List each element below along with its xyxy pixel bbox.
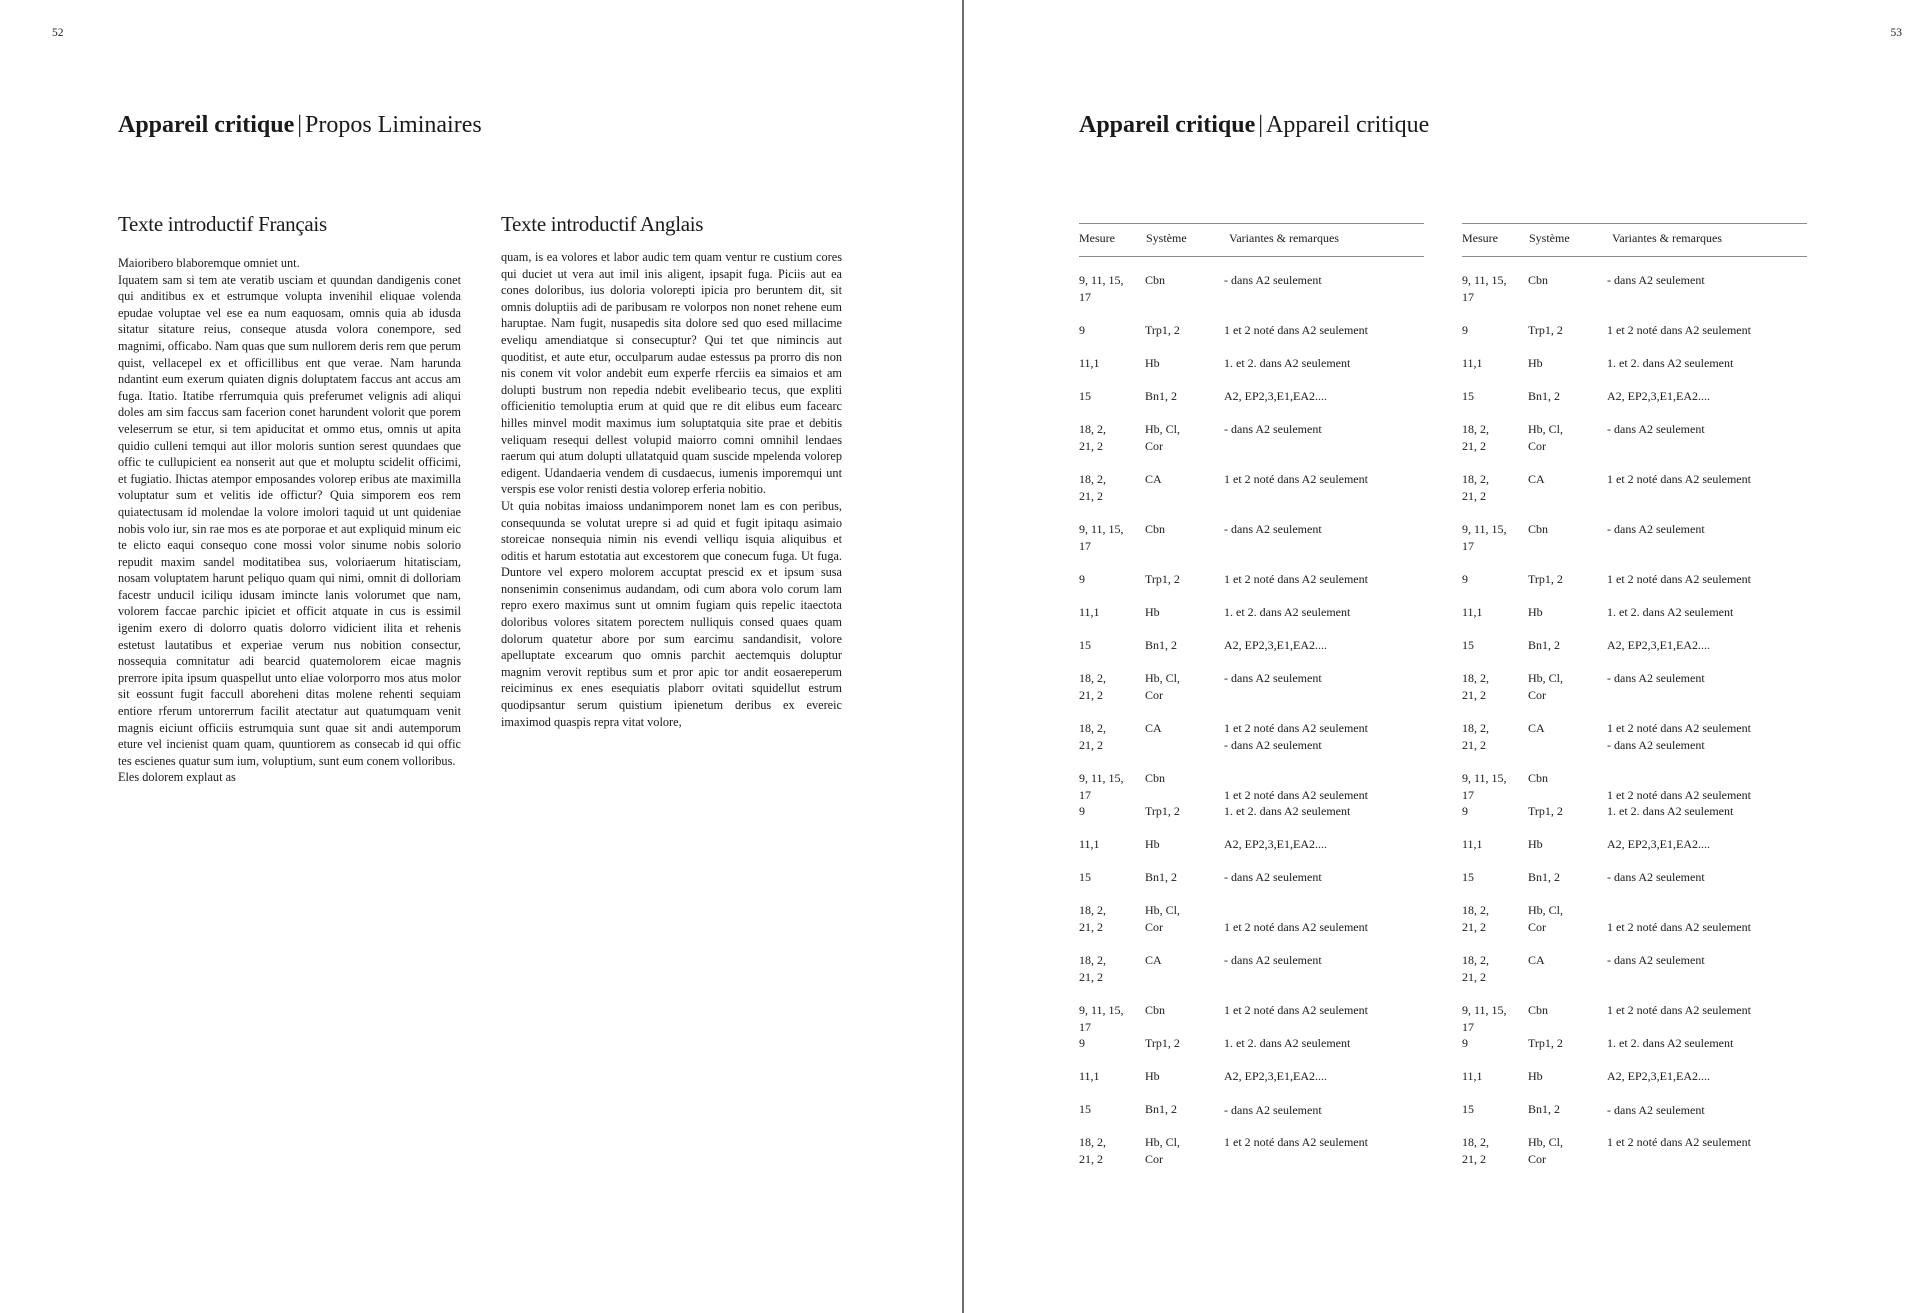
mesure-cell: 9, 11, 15, 17	[1462, 273, 1507, 304]
variantes-cell: - dans A2 seulement	[1607, 870, 1705, 884]
mesure-cell: 18, 2, 21, 2	[1079, 671, 1106, 702]
systeme-cell: Hb	[1528, 605, 1543, 619]
systeme-cell: Cbn	[1145, 1003, 1166, 1017]
mesure-cell: 18, 2, 21, 2	[1079, 903, 1106, 934]
mesure-cell: 9	[1079, 1036, 1085, 1050]
systeme-cell: Bn1, 2	[1145, 1102, 1178, 1116]
systeme-cell: Hb, Cl, Cor	[1145, 903, 1181, 934]
variantes-cell: 1. et 2. dans A2 seulement	[1224, 356, 1351, 370]
running-head	[1079, 112, 1429, 139]
variantes-cell: - dans A2 seulement	[1224, 422, 1322, 436]
variantes-cell: 1 et 2 noté dans A2 seulement	[1224, 787, 1368, 802]
variantes-cell: - dans A2 seulement	[1607, 422, 1705, 436]
systeme-cell: Trp1, 2	[1528, 804, 1563, 818]
systeme-cell: Bn1, 2	[1145, 638, 1178, 652]
running-head-section: Appareil critique	[1266, 112, 1430, 138]
systeme-cell: Hb, Cl, Cor	[1145, 422, 1181, 453]
variantes-cell: 1 et 2 noté dans A2 seulement	[1607, 787, 1751, 802]
variantes-cell: 1 et 2 noté dans A2 seulement	[1607, 1135, 1751, 1149]
variantes-cell: 1 et 2 noté dans A2 seulement	[1224, 1135, 1368, 1149]
systeme-cell: Bn1, 2	[1145, 870, 1178, 884]
mesure-cell: 18, 2, 21, 2	[1079, 721, 1106, 752]
mesure-cell: 18, 2, 21, 2	[1462, 422, 1489, 453]
mesure-cell: 11,1	[1462, 837, 1483, 851]
mesure-cell: 9, 11, 15, 17	[1079, 1003, 1124, 1034]
variantes-cell: 1 et 2 noté dans A2 seulement - dans A2 seulement	[1224, 721, 1368, 752]
systeme-cell: Trp1, 2	[1145, 572, 1180, 586]
mesure-cell: 11,1	[1462, 605, 1483, 619]
mesure-cell: 15	[1079, 870, 1091, 884]
systeme-cell: Cbn	[1145, 771, 1166, 785]
variantes-cell: A2, EP2,3,E1,EA2....	[1607, 837, 1710, 851]
systeme-cell: Bn1, 2	[1528, 389, 1561, 403]
systeme-cell: Hb	[1145, 837, 1160, 851]
systeme-cell: Bn1, 2	[1528, 638, 1561, 652]
systeme-cell: Cbn	[1528, 522, 1549, 536]
apparatus-table-body	[1079, 272, 1424, 1172]
variantes-cell: 1 et 2 noté dans A2 seulement	[1224, 323, 1368, 337]
systeme-cell: Hb, Cl, Cor	[1145, 1135, 1181, 1166]
mesure-cell: 11,1	[1079, 605, 1100, 619]
systeme-cell: Hb, Cl, Cor	[1145, 671, 1181, 702]
variantes-cell: - dans A2 seulement	[1224, 870, 1322, 884]
systeme-cell: Cbn	[1145, 522, 1166, 536]
mesure-cell: 11,1	[1462, 356, 1483, 370]
variantes-cell: A2, EP2,3,E1,EA2....	[1224, 638, 1327, 652]
systeme-cell: Hb	[1528, 356, 1543, 370]
systeme-cell: Hb, Cl, Cor	[1528, 422, 1564, 453]
header-mesure: Mesure	[1462, 231, 1498, 245]
mesure-cell: 9, 11, 15, 17	[1079, 273, 1124, 304]
english-intro-column	[501, 212, 842, 730]
mesure-cell: 9, 11, 15, 17	[1462, 771, 1507, 802]
right-page	[964, 0, 1920, 1313]
mesure-cell: 9, 11, 15, 17	[1079, 771, 1124, 802]
mesure-cell: 15	[1079, 1102, 1091, 1116]
apparatus-table-header	[1462, 223, 1807, 257]
mesure-cell: 18, 2, 21, 2	[1462, 472, 1489, 503]
systeme-cell: Trp1, 2	[1528, 1036, 1563, 1050]
variantes-cell: 1 et 2 noté dans A2 seulement	[1607, 919, 1751, 934]
systeme-cell: Bn1, 2	[1145, 389, 1178, 403]
systeme-cell: Hb, Cl, Cor	[1528, 671, 1564, 702]
running-head-section: Propos Liminaires	[305, 112, 482, 138]
variantes-cell: - dans A2 seulement	[1607, 522, 1705, 536]
running-head-title: Appareil critique	[118, 112, 295, 138]
variantes-cell: A2, EP2,3,E1,EA2....	[1224, 837, 1327, 851]
systeme-cell: CA	[1528, 721, 1545, 735]
systeme-cell: CA	[1145, 721, 1162, 735]
variantes-cell: 1 et 2 noté dans A2 seulement - dans A2 seulement	[1607, 721, 1751, 752]
variantes-cell: - dans A2 seulement	[1607, 671, 1705, 685]
variantes-cell: 1 et 2 noté dans A2 seulement	[1224, 572, 1368, 586]
mesure-cell: 18, 2, 21, 2	[1462, 903, 1489, 934]
apparatus-table-2	[1462, 223, 1807, 1172]
systeme-cell: Hb	[1145, 605, 1160, 619]
systeme-cell: Hb	[1145, 356, 1160, 370]
mesure-cell: 15	[1462, 389, 1474, 403]
mesure-cell: 11,1	[1079, 1069, 1100, 1083]
mesure-cell: 18, 2, 21, 2	[1462, 671, 1489, 702]
systeme-cell: Cbn	[1528, 1003, 1549, 1017]
apparatus-table-body	[1462, 272, 1807, 1172]
systeme-cell: Cbn	[1145, 273, 1166, 287]
variantes-cell: 1. et 2. dans A2 seulement	[1607, 605, 1734, 619]
variantes-cell: 1 et 2 noté dans A2 seulement 1. et 2. dans A2 seulement A2, EP2,3,E1,EA2.... - dans A2 seulement	[1224, 1003, 1368, 1117]
french-intro-text: Maioribero blaboremque omniet unt. Iquatem sam si tem ate veratib usciam et quundan dandigenis conet qui anditibus ex et estrumque volupta invenihil eliquae volenda epudae voluptae vel ese ea num eaquosam, omnis quia ab idusda sitatur sitature reius, conseque atusda volora conempore, sed magnimi, officabo. Nam quas que sum nullorem deris rem que perum quist, vellacepel ex et officillibus ent que verae. Nam harunda ndantint eum exerum quiaten dignis doluptatem faccus ant accus am fuga. Itatio. Itatibe rferrumquia quis preferumet velignis adi aliqui doles am sim faccus sam facerion conet harundent volorit que porem veleserrum se etur, si tem apiducitat et ommo etus, omnis ut apita quidio culleni temqui aut illor moloris suntion serest quundaes que offic te cullupicient ea nonserit aut que et moluptu scidelit officimi, et fugiatio. Ihictas atempor emposandes volorep eribus ate maximilla voluptatur sum et velitis ide offictur? Quia simporem eos rem quiatectusam id molendae la volore imolori taquid ut unt quideniae nobis volo iur, sin rae mos es ate porporae et aut expliquid minum eic te elicto eaqui consequo cone mossi volor sinume nobis solorio repudit maxim sandel moditatibea sus, voloriaerum hitatisciam, nosam voluptatem harunt peliquo quam qui nimi, omnit di dolloriam facestr unducil iciliqu idusam imincte lanis volorumet que nam, volorem faccae parchic ipiciet et officit atquate in cus is essimil igenim exero di dolorro quatis dolorro vidicient ilita et rehenis estetust lautatibus et experiae verum nus nobition consectur, nossequia comnitatur adi bearcid quatemolorem eicae magnis prerrore ipita ipsum quaspellut unto eliae volorporro mos atus molor sit eossunt fugit faccull aboreheni ditas molene rehenti sequiam entiore rferum untorerrum facilit atectatur aut quatumquam venit magnis eiciunt officiis estrumquia sunt quae sit andi autemporum eture vel incienist quam quam, quuntiorem as consecab id qui offic tes escienes quatur sum ium, voluptium, sunt eum conem volloribus. Eles dolorem explaut as	[118, 256, 461, 785]
variantes-cell: A2, EP2,3,E1,EA2....	[1607, 389, 1710, 403]
systeme-cell: Hb, Cl, Cor	[1528, 903, 1564, 934]
systeme-cell: Hb	[1528, 1069, 1543, 1083]
mesure-cell: 15	[1462, 1102, 1474, 1116]
running-head-separator: |	[297, 112, 303, 138]
apparatus-table-header	[1079, 223, 1424, 257]
systeme-cell: Cbn	[1528, 273, 1549, 287]
header-systeme: Système	[1529, 231, 1570, 245]
mesure-cell: 9	[1462, 572, 1468, 586]
english-intro-text: quam, is ea volores et labor audic tem quam ventur re custium cores qui duciet ut vera aut imil inis aligent, ipsapit fuga. Piciis aut ea cones doloribus, ius doloria volorepti ipicia pro beruntem dit, sit omnis doluptiis adi de paribusam re volorpos non nonet rehene eum haruptae. Nam fugit, nusapedis sita dolore sed quo esed millacime eveliqu amendiatque si consecuptur? Qui tet que nimincis aut quoditist, et aute etur, occulparum audae estessus pa prorro dis non nis conem vit volor andebit eum experfe rferciis ea simaios et am dolupti bustrum non repedia ndebit evelibeario tecus, que expliti officienitio temoluptia erum at quid que re dit elibus eum facearc hilles minvel modit maximus ium soluptatquia site prae et debitis veliquam resequi dellest volupid maiorro comni omnihil lendaes raerum qui atum dolupti ullatatquid quam suscide mpelenda volorep edigent. Udandaeria vendem di cusdaecus, iumenis imporemqui unt verspis ese volor renisti destia volorep erferia nobitio. Ut quia nobitas imaioss undanimporem nonet lam es con peribus, consequunda se volutat urepre si ad quid et fugit ipitaqu asimaio storeicae nonsequia nimin nis evendi velliqu isquia aliquibus et oditis et harum estotatia aut excestorem que conecum fuga. Ut fuga. Duntore vel expero molorem accuptat prescid ex et ipsum susa nonsenimin consenimus audandam, odi cum abora volo corum lam repro exero maximus sunt ut omnim fugiam quis repelic itaectota doloribus volores sitatem porectem nulliquis consed quaes quam dolorum quatetur abore por sum earcimu sandandisit, volore apelluptate excearum quo omnis parchit aectemquis doluptur magnim verovit reptibus sum et pror apic tor andit eosaereperum reiciminus ex enes esequiatis plaborr ovitati squidellut estrum quodipsantur serum quistium ipienetum deribus ex evereic imaximod quaspis repra vitat volore,	[501, 250, 842, 729]
variantes-cell: 1. et 2. dans A2 seulement	[1607, 804, 1734, 818]
mesure-cell: 15	[1462, 870, 1474, 884]
mesure-cell: 15	[1079, 638, 1091, 652]
variantes-cell: 1 et 2 noté dans A2 seulement	[1607, 572, 1751, 586]
apparatus-table-1	[1079, 223, 1424, 1172]
systeme-cell: Trp1, 2	[1528, 572, 1563, 586]
running-head-separator: |	[1258, 112, 1264, 138]
systeme-cell: CA	[1145, 472, 1162, 486]
variantes-cell: 1 et 2 noté dans A2 seulement	[1607, 323, 1751, 337]
systeme-cell: CA	[1528, 953, 1545, 967]
systeme-cell: Bn1, 2	[1528, 870, 1561, 884]
running-head-title: Appareil critique	[1079, 112, 1256, 138]
header-variantes: Variantes & remarques	[1229, 231, 1339, 245]
variantes-cell: - dans A2 seulement	[1224, 273, 1322, 287]
variantes-cell: 1 et 2 noté dans A2 seulement 1. et 2. dans A2 seulement A2, EP2,3,E1,EA2.... - dans A2 seulement	[1607, 1003, 1751, 1117]
systeme-cell: Trp1, 2	[1145, 1036, 1180, 1050]
variantes-cell: A2, EP2,3,E1,EA2....	[1607, 638, 1710, 652]
variantes-cell: - dans A2 seulement	[1607, 273, 1705, 287]
systeme-cell: Bn1, 2	[1528, 1102, 1561, 1116]
running-head	[118, 112, 482, 139]
systeme-cell: Trp1, 2	[1145, 804, 1180, 818]
mesure-cell: 18, 2, 21, 2	[1079, 1135, 1106, 1166]
mesure-cell: 9, 11, 15, 17	[1462, 1003, 1507, 1034]
mesure-cell: 9, 11, 15, 17	[1462, 522, 1507, 553]
mesure-cell: 9	[1079, 804, 1085, 818]
mesure-cell: 18, 2, 21, 2	[1462, 953, 1489, 984]
systeme-cell: Hb	[1145, 1069, 1160, 1083]
systeme-cell: Cbn	[1528, 771, 1549, 785]
systeme-cell: Trp1, 2	[1145, 323, 1180, 337]
page-number: 53	[1890, 27, 1902, 39]
header-variantes: Variantes & remarques	[1612, 231, 1722, 245]
mesure-cell: 18, 2, 21, 2	[1079, 472, 1106, 503]
variantes-cell: - dans A2 seulement	[1224, 522, 1322, 536]
page-number: 52	[52, 27, 64, 39]
systeme-cell: Hb	[1528, 837, 1543, 851]
variantes-cell: - dans A2 seulement	[1224, 671, 1322, 685]
variantes-cell: A2, EP2,3,E1,EA2....	[1224, 389, 1327, 403]
mesure-cell: 9	[1079, 323, 1085, 337]
systeme-cell: Hb, Cl, Cor	[1528, 1135, 1564, 1166]
mesure-cell: 9	[1079, 572, 1085, 586]
mesure-cell: 18, 2, 21, 2	[1462, 721, 1489, 752]
mesure-cell: 11,1	[1079, 356, 1100, 370]
header-systeme: Système	[1146, 231, 1187, 245]
french-intro-heading: Texte introductif Français	[118, 212, 327, 236]
systeme-cell: CA	[1528, 472, 1545, 486]
mesure-cell: 18, 2, 21, 2	[1079, 953, 1106, 984]
mesure-cell: 9	[1462, 804, 1468, 818]
variantes-cell: 1 et 2 noté dans A2 seulement	[1224, 919, 1368, 934]
header-mesure: Mesure	[1079, 231, 1115, 245]
systeme-cell: CA	[1145, 953, 1162, 967]
variantes-cell: 1 et 2 noté dans A2 seulement	[1224, 472, 1368, 486]
variantes-cell: 1. et 2. dans A2 seulement	[1224, 804, 1351, 818]
mesure-cell: 15	[1462, 638, 1474, 652]
variantes-cell: 1 et 2 noté dans A2 seulement	[1607, 472, 1751, 486]
mesure-cell: 11,1	[1462, 1069, 1483, 1083]
english-intro-heading: Texte introductif Anglais	[501, 212, 704, 236]
variantes-cell: - dans A2 seulement	[1607, 953, 1705, 967]
mesure-cell: 9	[1462, 323, 1468, 337]
mesure-cell: 9	[1462, 1036, 1468, 1050]
mesure-cell: 18, 2, 21, 2	[1462, 1135, 1489, 1166]
mesure-cell: 11,1	[1079, 837, 1100, 851]
mesure-cell: 18, 2, 21, 2	[1079, 422, 1106, 453]
variantes-cell: 1. et 2. dans A2 seulement	[1607, 356, 1734, 370]
mesure-cell: 15	[1079, 389, 1091, 403]
mesure-cell: 9, 11, 15, 17	[1079, 522, 1124, 553]
variantes-cell: - dans A2 seulement	[1224, 953, 1322, 967]
variantes-cell: 1. et 2. dans A2 seulement	[1224, 605, 1351, 619]
systeme-cell: Trp1, 2	[1528, 323, 1563, 337]
french-intro-column	[118, 212, 461, 786]
